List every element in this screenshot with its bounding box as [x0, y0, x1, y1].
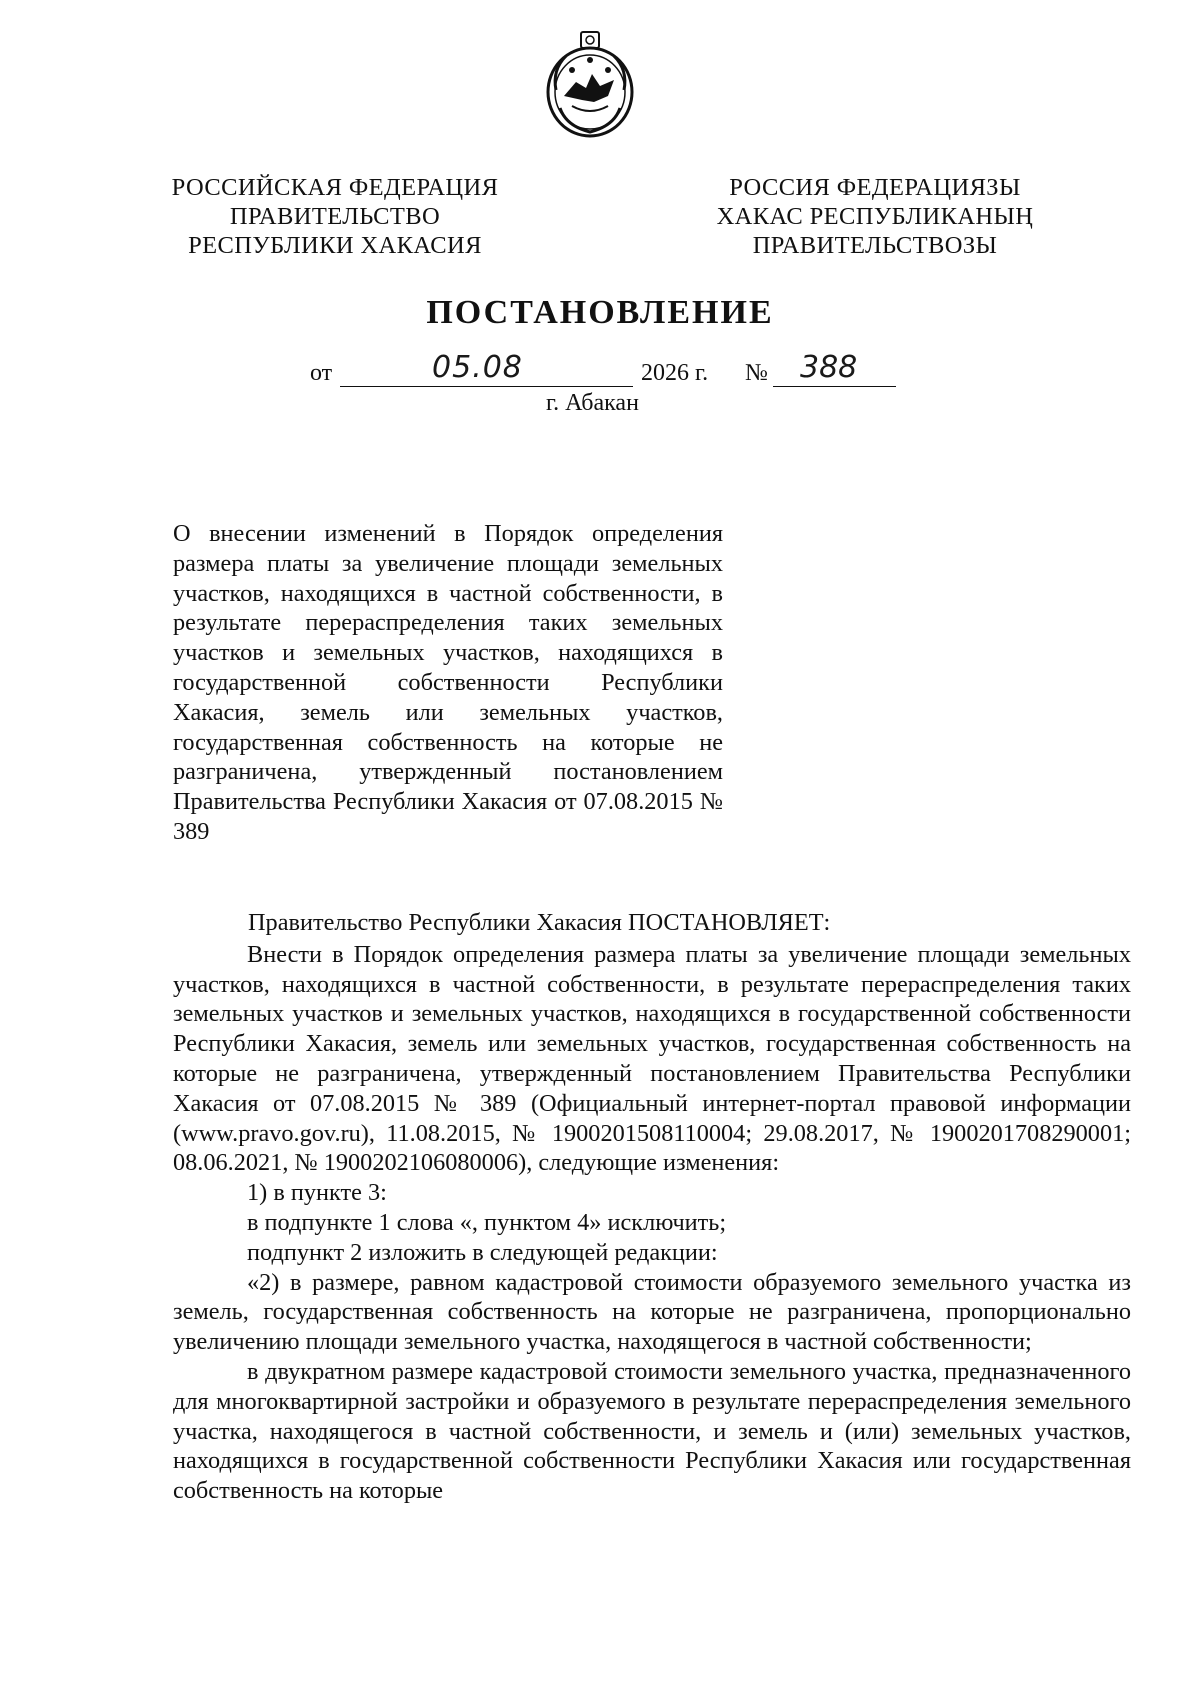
number-handwritten: 388: [800, 350, 858, 385]
date-handwritten: 05.08: [432, 350, 523, 385]
header-right-line-1: РОССИЯ ФЕДЕРАЦИЯЗЫ: [729, 174, 1021, 201]
header-left-line-1: РОССИЙСКАЯ ФЕДЕРАЦИЯ: [171, 174, 499, 201]
document-title: ПОСТАНОВЛЕНИЕ: [426, 294, 774, 331]
body-paragraph: «2) в размере, равном кадастровой стоимости образуемого земельного участка из земель, государственная собственность на которые не разграничена, пропорционально увеличению площади земельного участка, находящегося в частной собственности;: [173, 1268, 1131, 1356]
date-year: 2026 г.: [641, 360, 709, 386]
header-right-line-3: ПРАВИТЕЛЬСТВОЗЫ: [752, 232, 998, 259]
body-paragraph: 1) в пункте 3:: [247, 1179, 387, 1207]
number-sign: №: [745, 360, 768, 386]
document-subject: О внесении изменений в Порядок определения размера платы за увеличение площади земельных участков, находящихся в частной собственности, в результате перераспределения таких земельных участков и земельных участков, находящихся в государственной собственности Республики Хакасия, земель или земельных участков, государственная собственность на которые не разграничена, утвержденный постановлением Правительства Республики Хакасия от 07.08.2015 № 389: [173, 520, 723, 845]
document-body: [173, 908, 1131, 1506]
header-left-block: [150, 173, 520, 260]
number-underline: [773, 386, 896, 387]
date-prefix: от: [310, 360, 333, 386]
body-paragraph: Правительство Республики Хакасия ПОСТАНОВЛЯЕТ:: [248, 909, 831, 936]
coat-of-arms-emblem: [542, 30, 638, 140]
body-paragraph: в двукратном размере кадастровой стоимости земельного участка, предназначенного для многоквартирной застройки и образуемого в результате перераспределения земельного участка, находящегося в частной собственности, и земель и (или) земельных участков, находящихся в государственной собственности Республики Хакасия или государственная собственность на которые: [173, 1357, 1131, 1505]
body-paragraph: Внести в Порядок определения размера платы за увеличение площади земельных участков, находящихся в частной собственности, в результате перераспределения таких земельных участков и земельных участков, находящихся в государственной собственности Республики Хакасия, земель или земельных участков, государственная собственность на которые не разграничена, утвержденный постановлением Правительства Республики Хакасия от 07.08.2015 № 389 (Официальный интернет-портал правовой информации (www.pravo.gov.ru), 11.08.2015, № 1900201508110004; 29.08.2017, № 1900201708290001; 08.06.2021, № 1900202106080006), следующие изменения:: [173, 940, 1131, 1177]
header-left-line-3: РЕСПУБЛИКИ ХАКАСИЯ: [188, 232, 482, 259]
header-right-line-2: ХАКАС РЕСПУБЛИКАНЫҢ: [716, 203, 1034, 230]
date-underline: [340, 386, 633, 387]
header-left-line-2: ПРАВИТЕЛЬСТВО: [229, 203, 441, 230]
header-right-block: [690, 173, 1060, 260]
city: г. Абакан: [546, 390, 639, 416]
body-paragraph: подпункт 2 изложить в следующей редакции:: [247, 1238, 718, 1266]
body-paragraph: в подпункте 1 слова «, пунктом 4» исключить;: [247, 1208, 727, 1236]
